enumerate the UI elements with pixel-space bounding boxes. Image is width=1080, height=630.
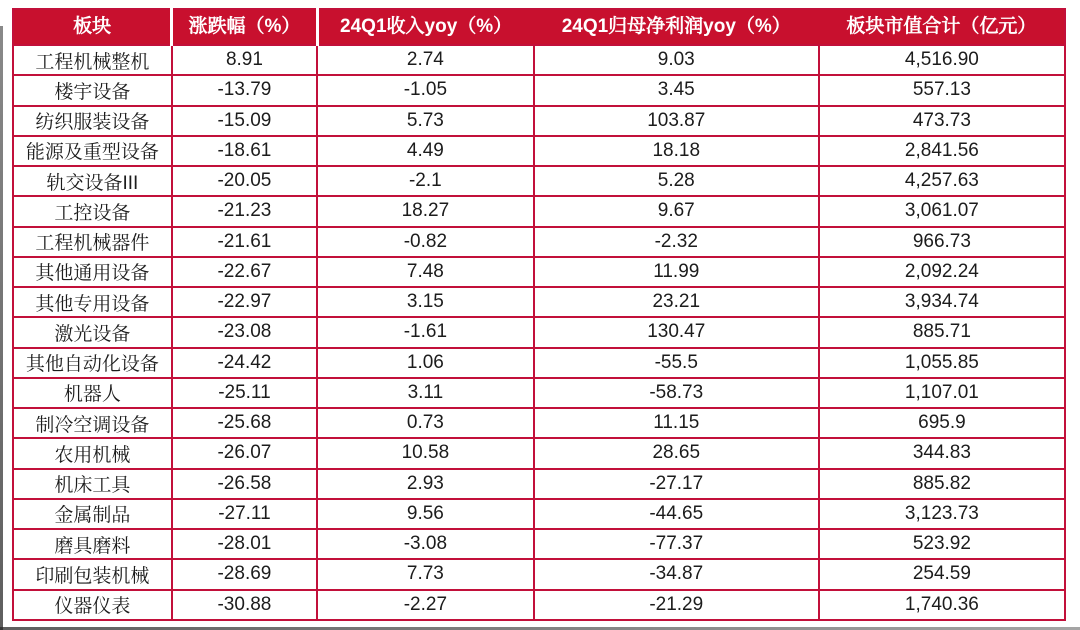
table-cell: -22.67	[172, 257, 317, 287]
table-cell: 130.47	[534, 317, 819, 347]
table-cell: 2,841.56	[819, 136, 1065, 166]
table-cell: 机床工具	[13, 469, 172, 499]
table-cell: -22.97	[172, 287, 317, 317]
table-row	[13, 287, 1065, 317]
table-cell: 5.28	[534, 166, 819, 196]
table-cell: 农用机械	[13, 438, 172, 468]
table-cell: 11.15	[534, 408, 819, 438]
table-cell: 8.91	[172, 45, 317, 75]
table-cell: 4.49	[317, 136, 534, 166]
table-cell: 23.21	[534, 287, 819, 317]
table-cell: -20.05	[172, 166, 317, 196]
table-cell: 制冷空调设备	[13, 408, 172, 438]
table-cell: 其他专用设备	[13, 287, 172, 317]
table-row	[13, 106, 1065, 136]
table-row	[13, 257, 1065, 287]
table-cell: 9.67	[534, 196, 819, 226]
table-cell: 10.58	[317, 438, 534, 468]
table-cell: 3,061.07	[819, 196, 1065, 226]
sector-data-table	[12, 8, 1066, 621]
table-cell: 254.59	[819, 559, 1065, 589]
table-cell: 工程机械整机	[13, 45, 172, 75]
header-cell-change-pct: 涨跌幅（%）	[172, 9, 317, 45]
header-cell-sector: 板块	[13, 9, 172, 45]
table-row	[13, 136, 1065, 166]
table-row	[13, 469, 1065, 499]
table-cell: 7.48	[317, 257, 534, 287]
table-cell: -34.87	[534, 559, 819, 589]
table-cell: -26.58	[172, 469, 317, 499]
table-cell: 4,516.90	[819, 45, 1065, 75]
table-cell: 5.73	[317, 106, 534, 136]
table-cell: 磨具磨料	[13, 529, 172, 559]
table-cell: 其他自动化设备	[13, 348, 172, 378]
table-cell: 7.73	[317, 559, 534, 589]
table-cell: -18.61	[172, 136, 317, 166]
table-cell: -55.5	[534, 348, 819, 378]
table-cell: 印刷包装机械	[13, 559, 172, 589]
table-cell: 1,740.36	[819, 590, 1065, 621]
table-cell: 工程机械器件	[13, 227, 172, 257]
table-cell: -25.68	[172, 408, 317, 438]
table-header	[13, 9, 1065, 45]
table-row	[13, 317, 1065, 347]
table-cell: 103.87	[534, 106, 819, 136]
header-cell-netprofit-yoy: 24Q1归母净利润yoy（%）	[534, 9, 819, 45]
table-cell: -21.61	[172, 227, 317, 257]
table-cell: -24.42	[172, 348, 317, 378]
sector-data-table-container	[12, 8, 1066, 621]
table-cell: -0.82	[317, 227, 534, 257]
table-cell: 2.93	[317, 469, 534, 499]
table-cell: -21.29	[534, 590, 819, 621]
table-cell: 473.73	[819, 106, 1065, 136]
table-cell: 9.03	[534, 45, 819, 75]
table-row	[13, 590, 1065, 621]
screenshot-edge-left	[0, 26, 3, 630]
table-cell: -1.61	[317, 317, 534, 347]
table-header-row	[13, 9, 1065, 45]
table-cell: -3.08	[317, 529, 534, 559]
table-cell: 4,257.63	[819, 166, 1065, 196]
table-cell: 18.27	[317, 196, 534, 226]
table-cell: 966.73	[819, 227, 1065, 257]
table-cell: -28.01	[172, 529, 317, 559]
table-cell: -30.88	[172, 590, 317, 621]
table-cell: 1,055.85	[819, 348, 1065, 378]
table-cell: 纺织服装设备	[13, 106, 172, 136]
table-cell: 2.74	[317, 45, 534, 75]
table-row	[13, 378, 1065, 408]
table-row	[13, 529, 1065, 559]
table-cell: -27.17	[534, 469, 819, 499]
table-cell: 344.83	[819, 438, 1065, 468]
table-cell: -58.73	[534, 378, 819, 408]
table-cell: 523.92	[819, 529, 1065, 559]
table-cell: -26.07	[172, 438, 317, 468]
table-cell: 11.99	[534, 257, 819, 287]
table-cell: -13.79	[172, 75, 317, 105]
header-cell-revenue-yoy: 24Q1收入yoy（%）	[317, 9, 534, 45]
table-cell: -15.09	[172, 106, 317, 136]
table-cell: 695.9	[819, 408, 1065, 438]
table-row	[13, 166, 1065, 196]
table-cell: 9.56	[317, 499, 534, 529]
table-cell: 3,934.74	[819, 287, 1065, 317]
table-row	[13, 499, 1065, 529]
header-cell-marketcap: 板块市值合计（亿元）	[819, 9, 1065, 45]
table-row	[13, 45, 1065, 75]
table-row	[13, 408, 1065, 438]
table-cell: 3.45	[534, 75, 819, 105]
table-cell: 仪器仪表	[13, 590, 172, 621]
table-cell: 1,107.01	[819, 378, 1065, 408]
table-cell: 0.73	[317, 408, 534, 438]
table-cell: 2,092.24	[819, 257, 1065, 287]
table-cell: -25.11	[172, 378, 317, 408]
table-cell: 机器人	[13, 378, 172, 408]
table-cell: 能源及重型设备	[13, 136, 172, 166]
table-row	[13, 559, 1065, 589]
table-cell: 金属制品	[13, 499, 172, 529]
table-cell: 楼宇设备	[13, 75, 172, 105]
table-cell: 18.18	[534, 136, 819, 166]
table-cell: 轨交设备III	[13, 166, 172, 196]
table-cell: -2.27	[317, 590, 534, 621]
table-cell: 885.71	[819, 317, 1065, 347]
table-cell: -77.37	[534, 529, 819, 559]
table-cell: -44.65	[534, 499, 819, 529]
table-cell: -2.1	[317, 166, 534, 196]
table-cell: 激光设备	[13, 317, 172, 347]
table-row	[13, 348, 1065, 378]
table-body	[13, 45, 1065, 620]
table-cell: 工控设备	[13, 196, 172, 226]
table-cell: 28.65	[534, 438, 819, 468]
table-row	[13, 438, 1065, 468]
table-cell: 其他通用设备	[13, 257, 172, 287]
table-cell: 3.15	[317, 287, 534, 317]
table-cell: 3,123.73	[819, 499, 1065, 529]
table-row	[13, 75, 1065, 105]
table-cell: 885.82	[819, 469, 1065, 499]
table-cell: 3.11	[317, 378, 534, 408]
table-cell: -28.69	[172, 559, 317, 589]
table-cell: 1.06	[317, 348, 534, 378]
table-cell: 557.13	[819, 75, 1065, 105]
table-cell: -2.32	[534, 227, 819, 257]
table-cell: -1.05	[317, 75, 534, 105]
table-cell: -21.23	[172, 196, 317, 226]
table-row	[13, 227, 1065, 257]
table-cell: -23.08	[172, 317, 317, 347]
table-cell: -27.11	[172, 499, 317, 529]
table-row	[13, 196, 1065, 226]
